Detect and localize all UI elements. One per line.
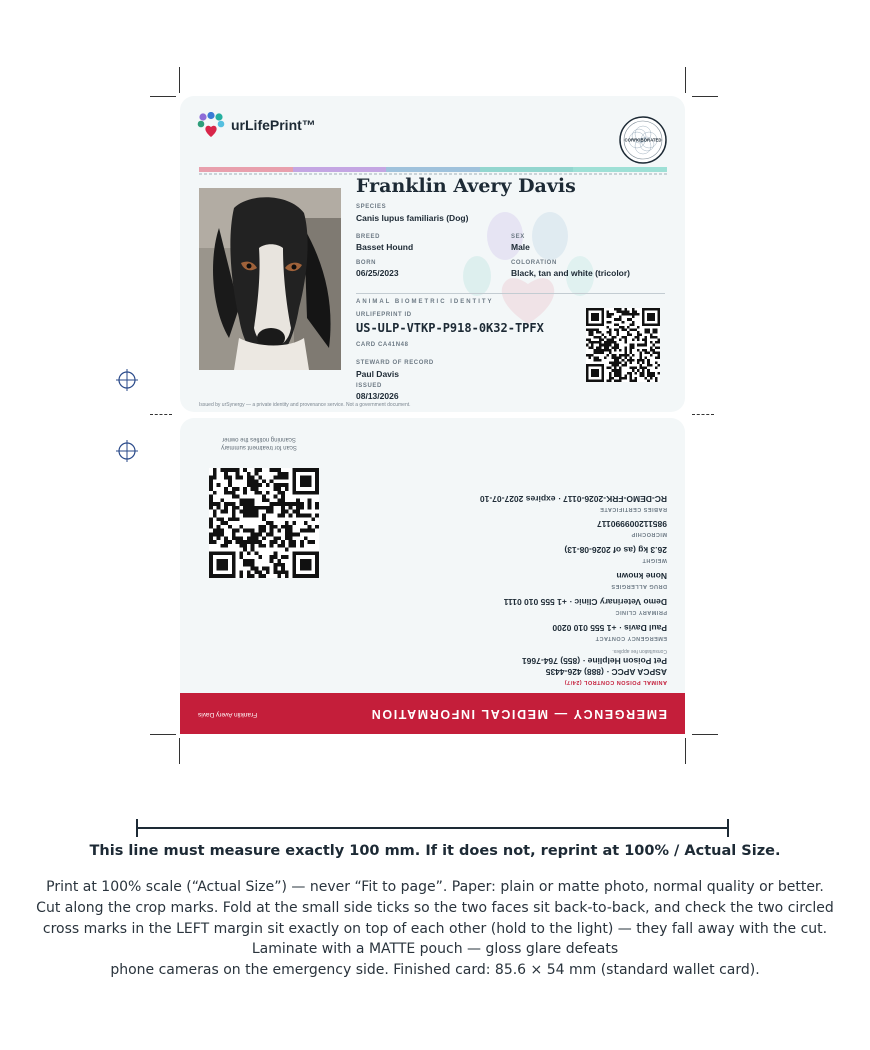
steward-value: Paul Davis [356, 369, 399, 379]
clinic-label: PRIMARY CLINIC [615, 609, 667, 615]
born-value: 06/25/2023 [356, 268, 399, 278]
brand-name: urLifePrint™ [231, 117, 316, 133]
stripe-segment [199, 167, 293, 172]
registration-cross-icon [116, 440, 138, 462]
crop-mark [692, 734, 718, 735]
crop-mark [150, 734, 176, 735]
card-front [180, 96, 685, 412]
biometric-section-label: ANIMAL BIOMETRIC IDENTITY [356, 299, 494, 305]
consultation-note: Consultation fee applies. [612, 648, 667, 654]
born-label: BORN [356, 260, 377, 266]
emergency-banner-title: EMERGENCY — MEDICAL INFORMATION [370, 707, 667, 721]
poison-control-label: ANIMAL POISON CONTROL (24/7) [564, 679, 667, 685]
stripe-segment [386, 167, 480, 172]
corroborated-seal-icon [619, 116, 667, 164]
print-instructions [0, 877, 870, 981]
emergency-banner [180, 693, 685, 734]
color-stripe [199, 167, 667, 172]
breed-label: BREED [356, 234, 381, 240]
steward-label: STEWARD OF RECORD [356, 360, 434, 366]
crop-mark [692, 96, 718, 97]
emergency-contact-label: EMERGENCY CONTACT [595, 635, 667, 641]
rabies-label: RABIES CERTIFICATE [599, 506, 667, 512]
scale-reference-line [137, 827, 728, 829]
divider [356, 293, 665, 294]
issued-value: 08/13/2026 [356, 391, 399, 401]
emergency-contact-value: Paul Davis · +1 555 010 0200 [552, 623, 667, 633]
brand-logo [197, 112, 316, 138]
scale-tick [136, 819, 138, 837]
issued-label: ISSUED [356, 383, 382, 389]
allergies-label: DRUG ALLERGIES [611, 583, 667, 589]
stripe-segment [573, 167, 667, 172]
pet-photo [199, 188, 341, 370]
species-value: Canis lupus familiaris (Dog) [356, 213, 469, 223]
issuer-footnote: Issued by urSynergy — a private identity and provenance service. Not a government document. [199, 402, 411, 408]
scan-note-line: Scanning notifies the owner [222, 436, 296, 442]
seal-text: CORROBORATED [624, 137, 662, 143]
allergies-value: None known [616, 571, 667, 581]
fold-tick [150, 414, 172, 416]
crop-mark [179, 67, 180, 93]
instruction-line: Print at 100% scale (“Actual Size”) — never “Fit to page”. Paper: plain or matte photo, normal quality or better. [46, 879, 824, 895]
crop-mark [685, 67, 686, 93]
treatment-qr-code-icon [209, 468, 319, 578]
scale-instruction: This line must measure exactly 100 mm. If it does not, reprint at 100% / Actual Size. [89, 843, 781, 859]
scan-note-line: Scan for treatment summary [221, 444, 297, 450]
crop-mark [179, 738, 180, 764]
weight-value: 26.3 kg (as of 2026-08-13) [564, 545, 667, 555]
instruction-line: Laminate with a MATTE pouch — gloss glare defeats [251, 941, 619, 958]
card-back [180, 418, 685, 734]
weight-label: WEIGHT [642, 557, 667, 563]
card-number: CARD CA41N48 [356, 342, 409, 348]
coloration-label: COLORATION [511, 260, 557, 266]
qr-code-icon [586, 308, 660, 382]
pet-name: Franklin Avery Davis [356, 175, 576, 197]
paw-watermark-icon [455, 206, 605, 326]
sex-value: Male [511, 242, 530, 252]
poison-control-helpline: Pet Poison Helpline · (855) 764-7661 [521, 656, 667, 666]
species-label: SPECIES [356, 204, 387, 210]
stripe-segment [293, 167, 387, 172]
microchip-label: MICROCHIP [631, 531, 667, 537]
banner-pet-name: Franklin Avery Davis [198, 711, 258, 718]
id-label: URLIFEPRINT ID [356, 312, 412, 318]
instruction-line: Cut along the crop marks. Fold at the small side ticks so the two faces sit back-to-back, and check the two circled [36, 899, 834, 916]
poison-control-aspca: ASPCA APCC · (888) 426-4435 [545, 667, 667, 677]
coloration-value: Black, tan and white (tricolor) [511, 268, 631, 278]
paw-logo-icon [197, 112, 225, 138]
stripe-segment [480, 167, 574, 172]
crop-mark [150, 96, 176, 97]
registration-cross-icon [116, 369, 138, 391]
scan-note [209, 435, 309, 451]
microchip-value: 985112009990117 [597, 519, 667, 529]
scale-tick [727, 819, 729, 837]
urlifeprint-id: US-ULP-VTKP-P918-0K32-TPFX [356, 321, 544, 335]
clinic-value: Demo Veterinary Clinic · +1 555 010 0111 [503, 597, 667, 607]
sex-label: SEX [511, 234, 525, 240]
rabies-value: RC-DEMO-FRK-2026-0117 · expires 2027-07-10 [479, 494, 667, 504]
breed-value: Basset Hound [356, 242, 414, 252]
instruction-line: phone cameras on the emergency side. Finished card: 85.6 × 54 mm (standard wallet card). [110, 962, 760, 979]
fold-tick [692, 414, 714, 416]
instruction-line: cross marks in the LEFT margin sit exactly on top of each other (hold to the light) — they fall away with the cut. [42, 920, 828, 937]
crop-mark [685, 738, 686, 764]
